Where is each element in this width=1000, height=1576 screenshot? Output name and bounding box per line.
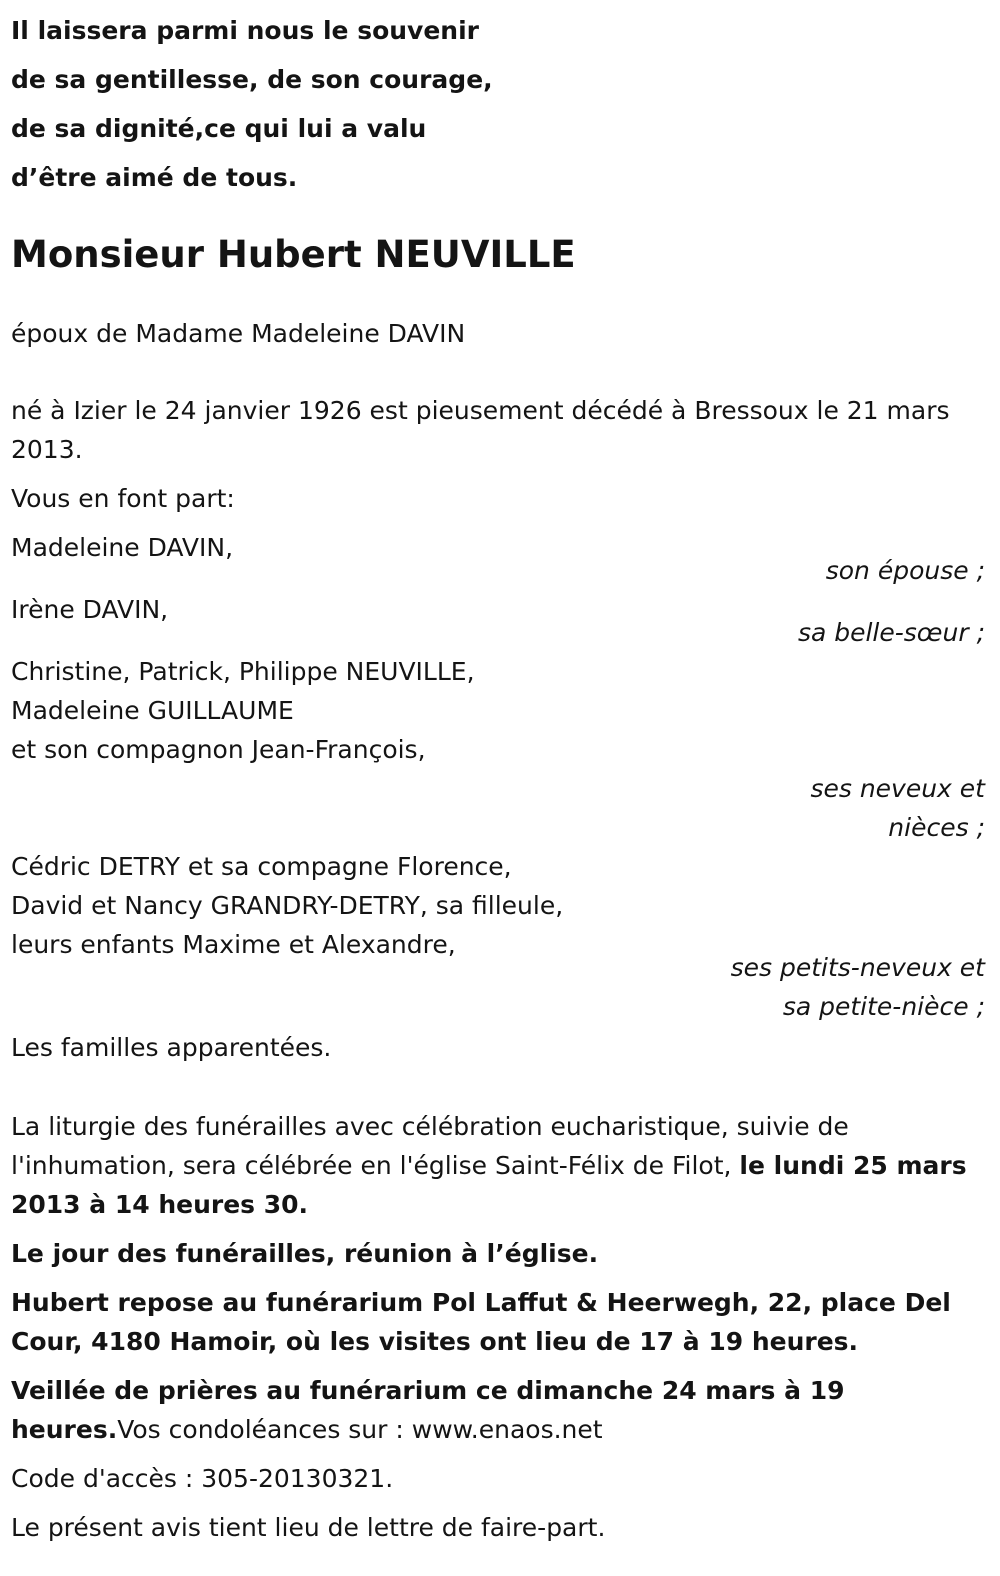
poem-line: de sa dignité,ce qui lui a valu	[11, 114, 427, 143]
family-relation: sa belle-sœur ;	[797, 618, 985, 647]
family-entry-spouse	[11, 528, 987, 590]
family-relation: ses neveux et nièces ;	[810, 774, 985, 842]
vigil-paragraph	[11, 1371, 987, 1449]
related-families: Les familles apparentées.	[11, 1033, 332, 1062]
church-meeting: Le jour des funérailles, réunion à l’église.	[11, 1239, 599, 1268]
family-entry-nephews	[11, 652, 987, 847]
liturgy-date: le lundi 25 mars 2013 à 14 heures 30.	[11, 1151, 967, 1219]
poem-line: Il laissera parmi nous le souvenir	[11, 16, 480, 45]
announce-intro: Vous en font part:	[11, 484, 235, 513]
family-entry-grand-nephews	[11, 847, 987, 1026]
family-name: Madeleine GUILLAUME	[11, 696, 294, 725]
deceased-name: Monsieur Hubert NEUVILLE	[11, 233, 576, 276]
memorial-poem	[11, 6, 987, 202]
family-name: Madeleine DAVIN,	[11, 533, 234, 562]
vigil-text: Veillée de prières au funérarium ce dimanche 24 mars à 19 heures.	[11, 1376, 845, 1444]
family-relation: son épouse ;	[825, 556, 985, 585]
spouse-line: époux de Madame Madeleine DAVIN	[11, 319, 466, 348]
birth-death-line: né à Izier le 24 janvier 1926 est pieusement décédé à Bressoux le 21 mars 2013.	[11, 396, 950, 464]
condolences-text: Vos condoléances sur : www.enaos.net	[117, 1415, 603, 1444]
family-name: Irène DAVIN,	[11, 595, 169, 624]
family-name: David et Nancy GRANDRY-DETRY, sa filleule,	[11, 891, 564, 920]
poem-line: d’être aimé de tous.	[11, 163, 298, 192]
access-code: Code d'accès : 305-20130321.	[11, 1464, 394, 1493]
family-name: et son compagnon Jean-François,	[11, 735, 426, 764]
family-relation: ses petits-neveux et sa petite-nièce ;	[730, 953, 985, 1021]
family-name: Christine, Patrick, Philippe NEUVILLE,	[11, 657, 475, 686]
liturgy-paragraph	[11, 1107, 987, 1224]
family-name: leurs enfants Maxime et Alexandre,	[11, 930, 456, 959]
funeral-home-info: Hubert repose au funérarium Pol Laffut & Heerwegh, 22, place Del Cour, 4180 Hamoir, où les visites ont lieu de 17 à 19 heures.	[11, 1288, 951, 1356]
closing-note: Le présent avis tient lieu de lettre de faire-part.	[11, 1513, 606, 1542]
family-name: Cédric DETRY et sa compagne Florence,	[11, 852, 512, 881]
poem-line: de sa gentillesse, de son courage,	[11, 65, 493, 94]
family-entry-sister-in-law	[11, 590, 987, 652]
liturgy-text: La liturgie des funérailles avec célébration eucharistique, suivie de l'inhumation, sera célébrée en l'église Saint-Félix de Filot,	[11, 1112, 849, 1180]
obituary-notice	[11, 6, 987, 1547]
